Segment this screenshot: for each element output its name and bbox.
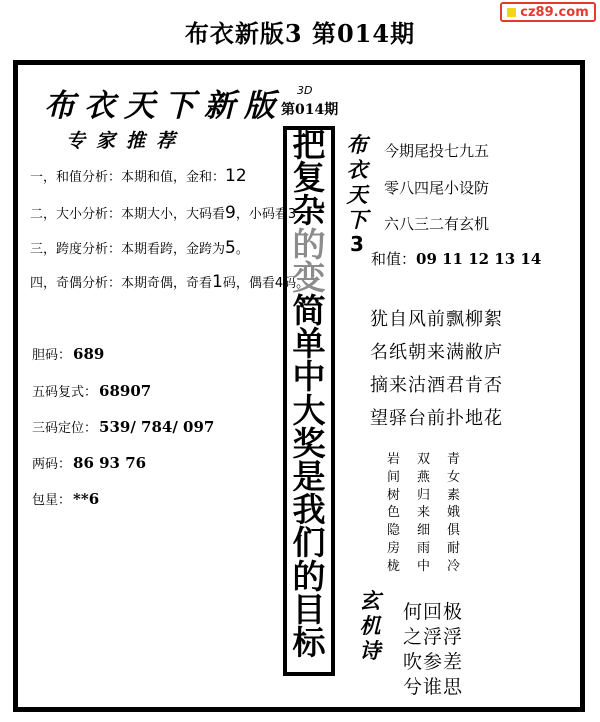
sum-value: 09 11 12 13 14 [416, 250, 542, 268]
slogan-char: 的 [292, 556, 326, 596]
buyi-char: 下 [346, 207, 368, 232]
mystery-poem-line: 兮谁思 [403, 676, 464, 698]
slogan-char: 目 [292, 589, 326, 629]
analysis-label: 一，和值分析：本期和值，金和： [30, 170, 226, 185]
logo-text: cz89.com [520, 4, 589, 20]
grid-char: 间 [387, 469, 401, 485]
xuanji-char: 玄 [359, 588, 381, 613]
xuanji-char: 诗 [359, 638, 381, 663]
slogan-vertical-text [283, 125, 335, 663]
slogan-char: 我 [292, 490, 326, 530]
grid-char: 女 [447, 469, 461, 485]
grid-char: 细 [417, 523, 431, 539]
tip-line: 零八四尾小设防 [384, 179, 490, 197]
analysis-tail: 。 [235, 242, 249, 257]
xuanji-char: 机 [359, 613, 381, 638]
pick-row [32, 417, 214, 436]
grid-char: 房 [387, 540, 401, 556]
grid-char: 素 [447, 487, 461, 503]
slogan-char: 变 [292, 257, 326, 297]
grid-char: 耐 [447, 540, 461, 556]
grid-char: 双 [417, 452, 431, 467]
mystery-poem-line: 之浮浮 [403, 626, 464, 648]
slogan-char: 们 [292, 523, 326, 563]
sum-label: 和值： [371, 250, 417, 268]
left-title: 布衣天下新版 [44, 88, 284, 124]
slogan-char: 中 [292, 357, 326, 397]
analysis-value: 1 [212, 272, 223, 292]
analysis-label: 四，奇偶分析：本期奇偶，奇看 [30, 276, 213, 291]
buyi-char: 布 [346, 132, 368, 157]
grid-char: 色 [387, 505, 401, 521]
slogan-char: 标 [292, 623, 326, 663]
grid-char: 树 [387, 487, 401, 503]
analysis-value: 12 [225, 166, 247, 186]
poem-line: 摘来沽酒君肯否 [370, 375, 503, 396]
poem-line: 犹自风前飘柳絮 [370, 309, 503, 330]
analysis-row [30, 238, 249, 258]
slogan-char: 单 [292, 324, 326, 364]
pick-label: 胆码： [32, 348, 72, 363]
pick-row [32, 489, 99, 508]
pick-value: 689 [73, 345, 105, 363]
analysis-row [30, 166, 247, 186]
grid-char: 中 [417, 558, 431, 574]
analysis-tail: 码，偶看4码。 [222, 276, 310, 291]
tip-line: 今期尾投七九五 [384, 142, 490, 160]
buyi-char: 3 [350, 232, 364, 256]
slogan-char: 的 [292, 224, 326, 264]
mystery-poem-line: 吹参差 [403, 651, 464, 673]
grid-char: 俱 [447, 523, 461, 539]
slogan-char: 把 [292, 125, 326, 164]
tip-line: 六八三二有玄机 [384, 215, 490, 233]
poem-line: 望驿台前扑地花 [370, 408, 503, 429]
grid-char: 冷 [447, 558, 461, 574]
label-3d: 3D [297, 84, 313, 97]
page-title: 布衣新版3 第014期 [184, 19, 416, 48]
slogan-char: 简 [292, 291, 326, 331]
xuanji-vertical-title [357, 588, 383, 663]
grid-char: 归 [417, 487, 431, 503]
slogan-char: 是 [292, 457, 326, 497]
buyi-char: 衣 [346, 157, 368, 182]
poem-line: 名纸朝来满敝庐 [370, 342, 503, 363]
site-logo[interactable] [500, 2, 596, 22]
pick-label: 五码复式： [32, 385, 98, 400]
pick-row [32, 381, 151, 400]
grid-char: 娥 [447, 505, 461, 521]
pick-row [32, 453, 146, 472]
mystery-poem-line: 何回极 [403, 601, 464, 623]
pick-value: 539/ 784/ 097 [99, 418, 215, 436]
buyi-char: 天 [346, 182, 368, 207]
buyi-vertical-title [345, 132, 369, 257]
analysis-row [30, 272, 309, 292]
pick-value: 68907 [99, 382, 152, 400]
pick-row [32, 344, 104, 363]
grid-char: 雨 [417, 540, 431, 556]
slogan-char: 杂 [292, 191, 326, 231]
pick-label: 包星： [32, 493, 72, 508]
pick-label: 三码定位： [32, 421, 98, 436]
slogan-char: 奖 [292, 423, 326, 463]
grid-char: 岩 [387, 452, 401, 467]
character-grid [387, 448, 477, 573]
grid-char: 隐 [387, 523, 401, 539]
analysis-value: 9 [225, 203, 236, 223]
grid-char: 栊 [387, 558, 401, 574]
pick-value: **6 [73, 490, 100, 508]
sum-values [371, 248, 541, 269]
slogan-char: 大 [292, 390, 326, 430]
slogan-char: 复 [292, 158, 326, 198]
analysis-label: 二，大小分析：本期大小，大码看 [30, 207, 226, 222]
expert-subtitle: 专家推荐 [66, 130, 187, 152]
pick-label: 两码： [32, 457, 72, 472]
analysis-row [30, 203, 296, 223]
analysis-tail: ，小码看3 [235, 207, 297, 222]
logo-square-icon [507, 8, 516, 17]
analysis-label: 三，跨度分析：本期看跨，金跨为 [30, 242, 226, 257]
grid-char: 来 [417, 505, 431, 521]
analysis-value: 5 [225, 238, 236, 258]
grid-char: 青 [447, 452, 461, 467]
grid-char: 燕 [417, 469, 431, 485]
pick-value: 86 93 76 [73, 454, 147, 472]
issue-number: 第014期 [281, 102, 339, 118]
